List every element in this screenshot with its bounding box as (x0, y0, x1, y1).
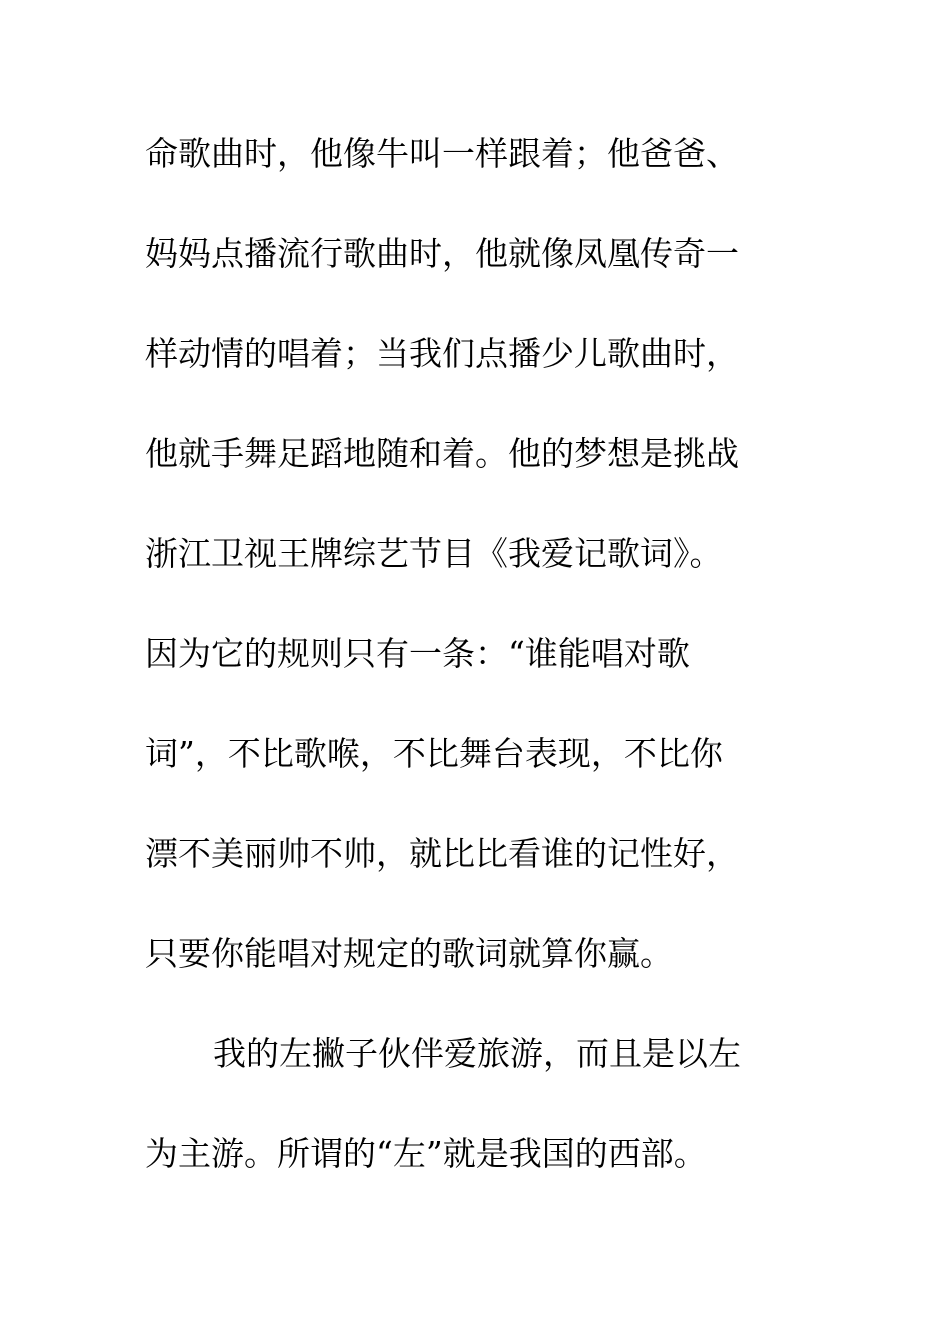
text-line: 为主游。所谓的“左”就是我国的西部。 (145, 1134, 707, 1173)
text-line: 他就手舞足蹈地随和着。他的梦想是挑战 (145, 434, 739, 473)
text-line: 妈妈点播流行歌曲时，他就像凤凰传奇一 (145, 234, 739, 273)
text-line: 词”，不比歌喉，不比舞台表现，不比你 (145, 734, 723, 773)
text-line: 浙江卫视王牌综艺节目《我爱记歌词》。 (145, 534, 723, 573)
text-line: 只要你能唱对规定的歌词就算你赢。 (145, 934, 673, 973)
text-line: 漂不美丽帅不帅，就比比看谁的记性好， (145, 834, 739, 873)
body-text (145, 122, 785, 1222)
paragraph-first-line: 我的左撇子伙伴爱旅游，而且是以左 (213, 1034, 741, 1073)
text-line: 因为它的规则只有一条：“谁能唱对歌 (145, 634, 690, 673)
text-line: 样动情的唱着；当我们点播少儿歌曲时， (145, 334, 739, 373)
text-line: 命歌曲时，他像牛叫一样跟着；他爸爸、 (145, 134, 739, 173)
